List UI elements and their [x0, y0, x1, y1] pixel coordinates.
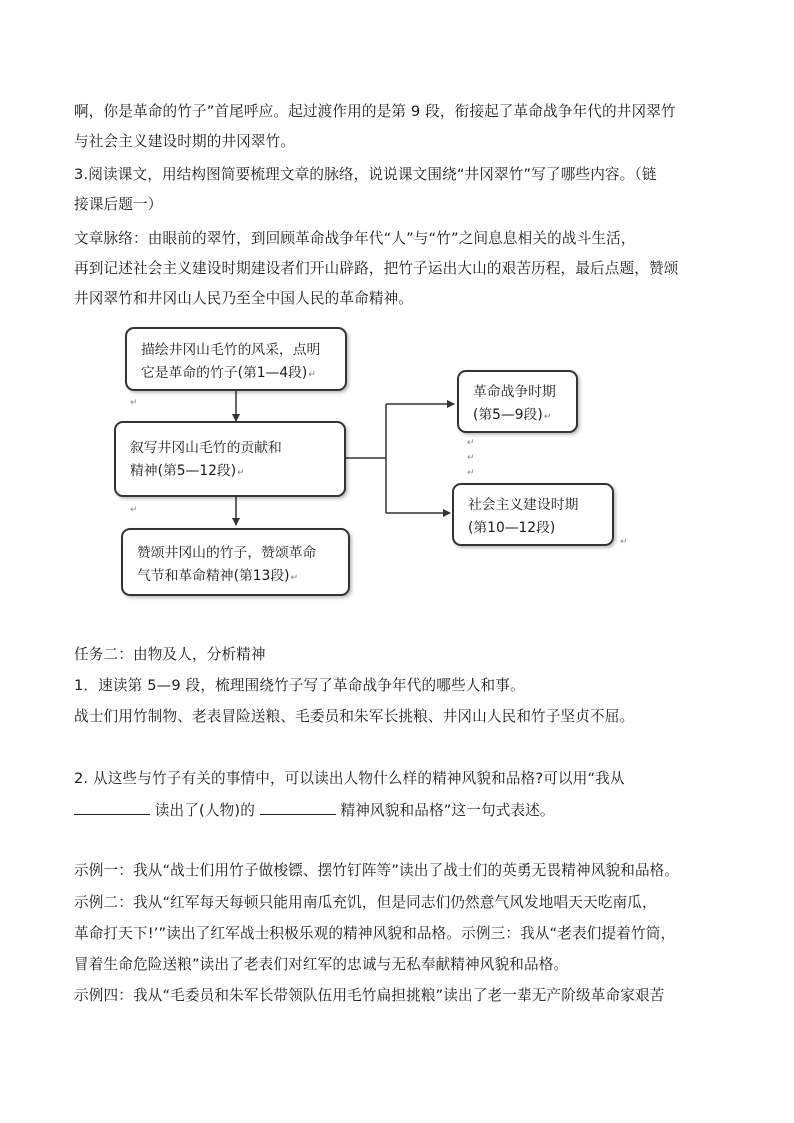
task-two-question-2-line-1: 2. 从这些与竹子有关的事情中，可以读出人物什么样的精神风貌和品格?可以用“我从 [74, 770, 625, 787]
diagram-box-contribution [114, 421, 346, 497]
box-war-line-2: (第5—9段) [473, 407, 543, 423]
paragraph-mark: ↵ [130, 505, 138, 515]
diagram-box-revolutionary-war [457, 370, 578, 433]
context-line-3: 井冈翠竹和井冈山人民乃至全中国人民的革命精神。 [74, 290, 414, 307]
box-construction-line-1: 社会主义建设时期 [468, 497, 579, 513]
question-3-line-2: 接课后题一） [74, 196, 163, 213]
example-line-3: 革命打天下!’”读出了红军战士积极乐观的精神风貌和品格。示例三：我从“老表们提着竹筒， [74, 925, 676, 942]
sentence-part-2: 精神风貌和品格”这一句式表述。 [340, 802, 555, 819]
example-line-2: 示例二：我从“红军每天每顿只能用南瓜充饥，但是同志们仍然意气风发地唱天天吃南瓜， [74, 894, 657, 911]
diagram-box-socialist-construction [452, 483, 614, 546]
paragraph-mark: ↵ [543, 412, 552, 422]
paragraph-mark: ↵ [237, 468, 245, 478]
diagram-box-praise [121, 528, 350, 596]
intro-line-2: 与社会主义建设时期的井冈翠竹。 [74, 133, 296, 150]
sentence-part-1: 读出了(人物)的 [154, 802, 255, 819]
box-praise-line-2: 气节和革命精神(第13段) [137, 568, 290, 584]
box-overview-line-1: 描绘井冈山毛竹的风采，点明 [141, 342, 321, 358]
box-overview-line-2: 它是革命的竹子(第1—4段) [141, 365, 308, 381]
question-3-line-1: 3.阅读课文，用结构图简要梳理文章的脉络，说说课文围绕“井冈翠竹”写了哪些内容。（链 [74, 166, 657, 183]
example-line-5: 示例四：我从“毛委员和朱军长带领队伍用毛竹扁担挑粮”读出了老一辈无产阶级革命家艰苦 [74, 987, 665, 1004]
box-contribution-line-1: 叙写井冈山毛竹的贡献和 [130, 440, 282, 456]
task-two-title: 任务二：由物及人，分析精神 [74, 646, 266, 663]
paragraph-mark: ↵ [130, 398, 138, 408]
intro-line-1: 啊，你是革命的竹子”首尾呼应。起过渡作用的是第 9 段，衔接起了革命战争年代的井冈翠竹 [74, 103, 676, 120]
paragraph-mark: ↵ [308, 370, 316, 380]
box-praise-line-1: 赞颂井冈山的竹子，赞颂革命 [137, 545, 317, 561]
task-two-answer-1: 战士们用竹制物、老表冒险送粮、毛委员和朱军长挑粮、井冈山人民和竹子坚贞不屈。 [74, 708, 635, 725]
paragraph-mark: ↵ [290, 573, 299, 583]
context-line-2: 再到记述社会主义建设时期建设者们开山辟路，把竹子运出大山的艰苦历程，最后点题，赞颂 [74, 260, 679, 277]
box-contribution-line-2: 精神(第5—12段) [130, 463, 237, 479]
paragraph-mark: ↵ [467, 453, 475, 463]
example-line-4: 冒着生命危险送粮”读出了老表们对红军的忠诚与无私奉献精神风貌和品格。 [74, 956, 569, 973]
diagram-box-overview [125, 327, 347, 391]
task-two-question-2-line-2 [74, 800, 555, 821]
fill-in-blank-source[interactable] [74, 800, 150, 815]
context-line-1: 文章脉络：由眼前的翠竹，到回顾革命战争年代“人”与“竹”之间息息相关的战斗生活， [74, 230, 636, 247]
box-construction-line-2: (第10—12段) [468, 520, 556, 536]
example-line-1: 示例一：我从“战士们用竹子做梭镖、摆竹钉阵等”读出了战士们的英勇无畏精神风貌和品格。 [74, 862, 680, 879]
fill-in-blank-spirit[interactable] [260, 800, 336, 815]
paragraph-mark: ↵ [467, 438, 475, 448]
task-two-question-1: 1．速读第 5—9 段，梳理围绕竹子写了革命战争年代的哪些人和事。 [74, 677, 525, 694]
paragraph-mark: ↵ [620, 537, 628, 547]
paragraph-mark: ↵ [467, 468, 475, 478]
box-war-line-1: 革命战争时期 [473, 384, 556, 400]
